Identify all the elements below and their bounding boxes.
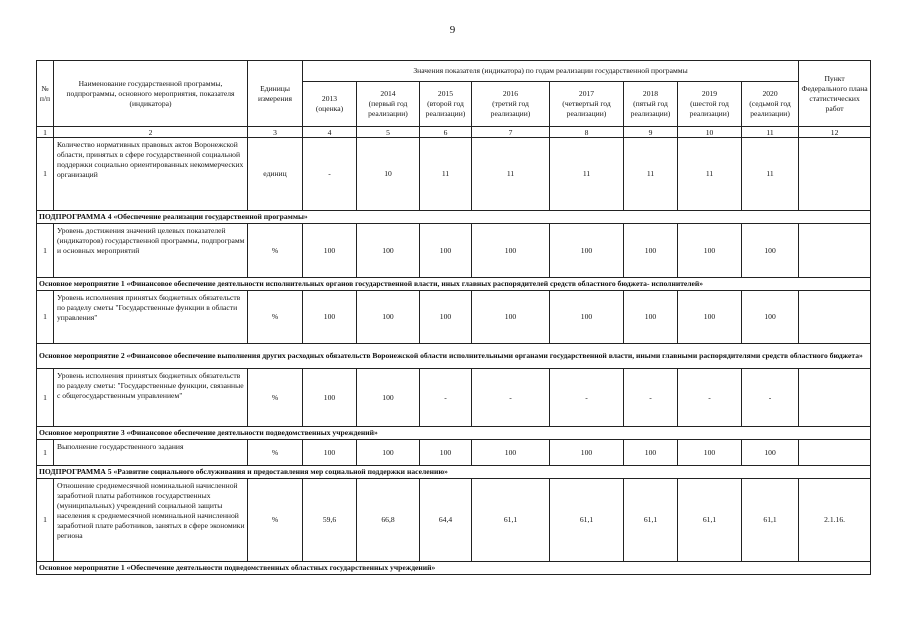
- table-body: [37, 138, 871, 575]
- value-cell: -: [303, 138, 357, 211]
- section-title: Основное мероприятие 3 «Финансовое обеспечение деятельности подведомственных учреждений»: [37, 427, 871, 440]
- value-cell: 100: [357, 369, 420, 427]
- header-year-label: 2013: [321, 94, 338, 103]
- page-number: 9: [449, 24, 456, 36]
- section-row: [37, 344, 871, 369]
- unit-cell: %: [248, 224, 303, 278]
- value-cell: 61,1: [678, 479, 742, 562]
- value-cell: 100: [678, 440, 742, 466]
- stat-plan-cell: 2.1.16.: [799, 479, 871, 562]
- header-year-label: 2017: [578, 89, 595, 98]
- indicator-name: Уровень достижения значений целевых показателей (индикаторов) государственной программы, подпрограмм и основных мероприятий: [54, 224, 248, 278]
- value-cell: 11: [678, 138, 742, 211]
- value-cell: 100: [357, 440, 420, 466]
- value-cell: 64,4: [420, 479, 472, 562]
- value-cell: -: [678, 369, 742, 427]
- unit-cell: %: [248, 479, 303, 562]
- value-cell: 100: [357, 291, 420, 344]
- value-cell: 100: [303, 224, 357, 278]
- value-cell: 100: [742, 224, 799, 278]
- header-year: [420, 82, 472, 127]
- header-year-label: 2015: [437, 89, 454, 98]
- indicator-name: Уровень исполнения принятых бюджетных обязательств по разделу сметы: "Государственные функции, связанные с общегосударственным управлением": [54, 369, 248, 427]
- unit-cell: %: [248, 291, 303, 344]
- header-year-sub: (первый год реализации): [368, 99, 408, 118]
- value-cell: 61,1: [472, 479, 550, 562]
- value-cell: 100: [420, 224, 472, 278]
- section-title: Основное мероприятие 1 «Финансовое обеспечение деятельности исполнительных органов государственной власти, иных главных распорядителей средств областного бюджета- исполнителей»: [37, 278, 871, 291]
- header-year-sub: (второй год реализации): [425, 99, 466, 118]
- header-year-sub: (четвертый год реализации): [562, 99, 611, 118]
- value-cell: 11: [420, 138, 472, 211]
- value-cell: 100: [624, 291, 678, 344]
- header-year-label: 2019: [701, 89, 718, 98]
- value-cell: -: [624, 369, 678, 427]
- section-row: [37, 427, 871, 440]
- row-number: 1: [37, 138, 54, 211]
- value-cell: 100: [678, 291, 742, 344]
- section-row: [37, 278, 871, 291]
- value-cell: 100: [624, 224, 678, 278]
- value-cell: 100: [678, 224, 742, 278]
- header-unit: Единицы измерения: [248, 61, 303, 127]
- value-cell: 61,1: [742, 479, 799, 562]
- column-number: 2: [54, 127, 248, 138]
- value-cell: 11: [472, 138, 550, 211]
- row-number: 1: [37, 479, 54, 562]
- value-cell: 66,8: [357, 479, 420, 562]
- header-year-sub: (оценка): [315, 104, 344, 113]
- column-number: 6: [420, 127, 472, 138]
- header-year-sub: (шестой год реализации): [689, 99, 730, 118]
- header-stat: Пункт Федерального плана статистических работ: [799, 61, 871, 127]
- section-title: ПОДПРОГРАММА 5 «Развитие социального обслуживания и предоставления мер социальной поддержки населению»: [37, 466, 871, 479]
- stat-plan-cell: [799, 138, 871, 211]
- section-row: [37, 466, 871, 479]
- stat-plan-cell: [799, 224, 871, 278]
- value-cell: -: [742, 369, 799, 427]
- header-no: № п/п: [37, 61, 54, 127]
- header-name: Наименование государственной программы, подпрограммы, основного мероприятия, показателя (индикатора): [54, 61, 248, 127]
- table-row: [37, 138, 871, 211]
- value-cell: 100: [303, 369, 357, 427]
- value-cell: 10: [357, 138, 420, 211]
- header-year-sub: (третий год реализации): [490, 99, 531, 118]
- indicator-name: Уровень исполнения принятых бюджетных обязательств по разделу сметы "Государственные функции в области управления": [54, 291, 248, 344]
- value-cell: 100: [357, 224, 420, 278]
- header-values-group: Значения показателя (индикатора) по годам реализации государственной программы: [303, 61, 799, 82]
- header-year: [472, 82, 550, 127]
- header-row-top: [37, 61, 871, 82]
- column-number: 5: [357, 127, 420, 138]
- header-year: [357, 82, 420, 127]
- value-cell: 61,1: [550, 479, 624, 562]
- value-cell: 11: [624, 138, 678, 211]
- row-number: 1: [37, 224, 54, 278]
- header-year: [624, 82, 678, 127]
- table-row: [37, 369, 871, 427]
- value-cell: 100: [550, 224, 624, 278]
- header-year: [303, 82, 357, 127]
- value-cell: 100: [420, 291, 472, 344]
- unit-cell: %: [248, 369, 303, 427]
- section-title: ПОДПРОГРАММА 4 «Обеспечение реализации государственной программы»: [37, 211, 871, 224]
- row-number: 1: [37, 291, 54, 344]
- column-number: 3: [248, 127, 303, 138]
- stat-plan-cell: [799, 291, 871, 344]
- value-cell: 100: [472, 291, 550, 344]
- column-number: 4: [303, 127, 357, 138]
- indicator-name: Количество нормативных правовых актов Воронежской области, принятых в сфере государственной социальной поддержки социально ориентированных некоммерческих организаций: [54, 138, 248, 211]
- header-year-label: 2016: [502, 89, 519, 98]
- column-numbers-row: [37, 127, 871, 138]
- value-cell: 100: [303, 440, 357, 466]
- stat-plan-cell: [799, 369, 871, 427]
- table-row: [37, 479, 871, 562]
- value-cell: 100: [742, 291, 799, 344]
- column-number: 10: [678, 127, 742, 138]
- value-cell: 100: [472, 224, 550, 278]
- value-cell: 100: [303, 291, 357, 344]
- row-number: 1: [37, 440, 54, 466]
- header-year: [678, 82, 742, 127]
- section-title: Основное мероприятие 2 «Финансовое обеспечение выполнения других расходных обязательств Воронежской области исполнительными органами государственной власти, иными главными распорядителями средств областного бюджета»: [37, 344, 871, 369]
- value-cell: 59,6: [303, 479, 357, 562]
- row-number: 1: [37, 369, 54, 427]
- column-number: 7: [472, 127, 550, 138]
- value-cell: 11: [742, 138, 799, 211]
- header-year: [550, 82, 624, 127]
- value-cell: 100: [624, 440, 678, 466]
- header-year-label: 2018: [642, 89, 659, 98]
- unit-cell: единиц: [248, 138, 303, 211]
- header-year: [742, 82, 799, 127]
- value-cell: 100: [550, 440, 624, 466]
- value-cell: -: [420, 369, 472, 427]
- value-cell: -: [550, 369, 624, 427]
- column-number: 8: [550, 127, 624, 138]
- value-cell: -: [472, 369, 550, 427]
- table-row: [37, 291, 871, 344]
- header-year-sub: (седьмой год реализации): [749, 99, 791, 118]
- header-year-label: 2020: [762, 89, 778, 98]
- section-row: [37, 211, 871, 224]
- indicator-name: Отношение среднемесячной номинальной начисленной заработной платы работников государственных (муниципальных) учреждений социальной защиты населения к среднемесячной номинальной начисленной заработной плате работников, занятых в сфере экономики региона: [54, 479, 248, 562]
- value-cell: 100: [420, 440, 472, 466]
- indicator-name: Выполнение государственного задания: [54, 440, 248, 466]
- value-cell: 100: [742, 440, 799, 466]
- value-cell: 100: [472, 440, 550, 466]
- unit-cell: %: [248, 440, 303, 466]
- value-cell: 11: [550, 138, 624, 211]
- column-number: 1: [37, 127, 54, 138]
- header-year-sub: (пятый год реализации): [630, 99, 671, 118]
- section-title: Основное мероприятие 1 «Обеспечение деятельности подведомственных областных государственных учреждений»: [37, 562, 871, 575]
- header-year-label: 2014: [380, 89, 396, 98]
- column-number: 9: [624, 127, 678, 138]
- column-number: 11: [742, 127, 799, 138]
- section-row: [37, 562, 871, 575]
- table-row: [37, 224, 871, 278]
- value-cell: 100: [550, 291, 624, 344]
- indicators-table: [36, 60, 871, 575]
- stat-plan-cell: [799, 440, 871, 466]
- value-cell: 61,1: [624, 479, 678, 562]
- column-number: 12: [799, 127, 871, 138]
- table-row: [37, 440, 871, 466]
